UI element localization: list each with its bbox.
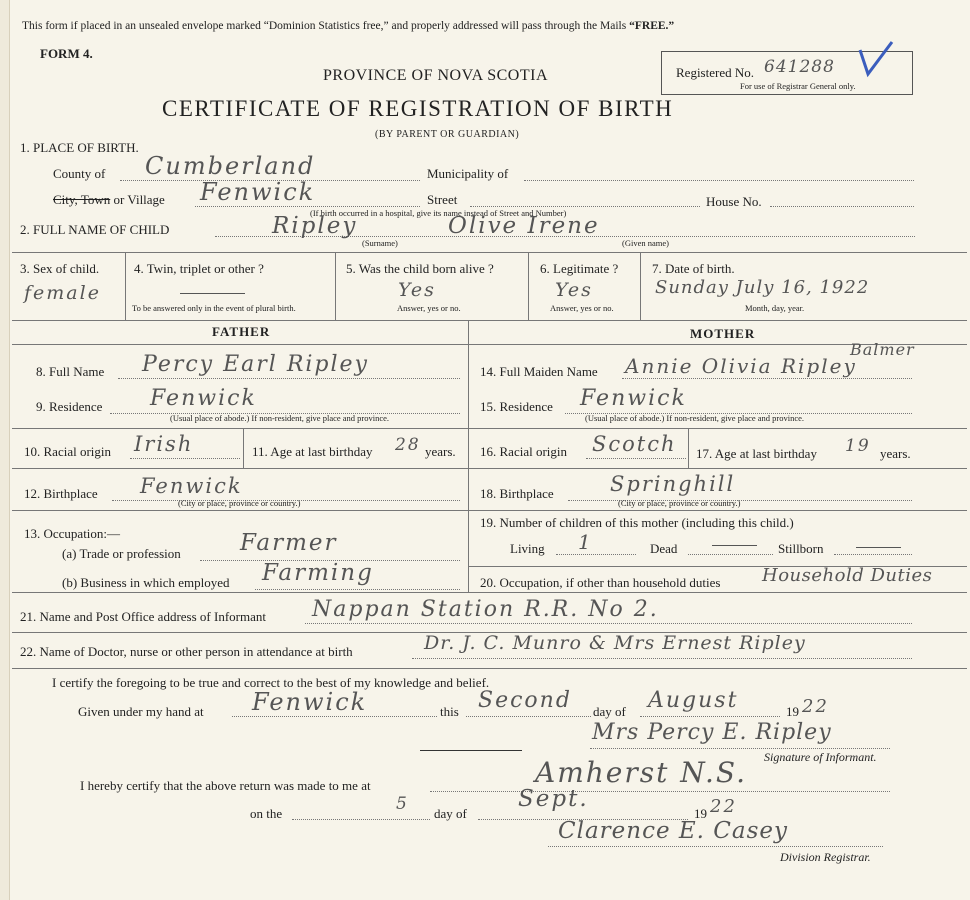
- return-year-prefix: 19: [694, 806, 707, 821]
- date-note: Month, day, year.: [745, 303, 805, 313]
- given-name-value: Olive Irene: [448, 213, 600, 239]
- mother-dead-label: Dead: [650, 541, 678, 556]
- return-place-value: Amherst N.S.: [535, 756, 747, 789]
- year-prefix: 19: [786, 704, 799, 719]
- father-residence-label: 9. Residence: [36, 399, 103, 414]
- mother-years-label: years.: [880, 446, 911, 461]
- attendant-rule: [12, 668, 967, 669]
- given-label: Given under my hand at: [78, 704, 204, 719]
- section-place-of-birth: 1. PLACE OF BIRTH.: [20, 140, 139, 155]
- mother-age-divider: [688, 428, 689, 468]
- twin-note: To be answered only in the event of plural birth.: [132, 303, 296, 313]
- village-line: [195, 206, 420, 207]
- mother-living-line: [556, 554, 636, 555]
- father-age-label: 11. Age at last birthday: [252, 444, 373, 459]
- parent-heading-rule: [12, 344, 967, 345]
- mother-birthplace-label: 18. Birthplace: [480, 486, 554, 501]
- mother-dead-line: [688, 554, 773, 555]
- father-birthplace-note: (City or place, province or country.): [178, 498, 301, 508]
- street-label: Street: [427, 192, 458, 207]
- year-value: 22: [802, 696, 829, 717]
- day-of-label: day of: [593, 704, 626, 719]
- mother-residence-note: (Usual place of abode.) If non-resident, give place and province.: [585, 413, 805, 423]
- father-residence-value: Fenwick: [150, 386, 257, 411]
- return-day-of-label: day of: [434, 806, 467, 821]
- hospital-note: (If birth occurred in a hospital, give its name instead of Street and Number): [310, 208, 567, 218]
- given-caption: (Given name): [622, 238, 669, 248]
- mother-racial-value: Scotch: [592, 432, 677, 456]
- house-label: House No.: [706, 194, 762, 209]
- father-years-label: years.: [425, 444, 456, 459]
- surname-value: Ripley: [272, 213, 358, 239]
- return-day-line: [292, 819, 430, 820]
- mother-dead-dash: [712, 545, 757, 546]
- alive-note: Answer, yes or no.: [397, 303, 461, 313]
- father-racial-value: Irish: [134, 432, 194, 456]
- informant-caption: Signature of Informant.: [764, 750, 877, 764]
- section-child-name: 2. FULL NAME OF CHILD: [20, 222, 170, 237]
- city-town-struck: City, Town: [53, 192, 111, 207]
- on-the-label: on the: [250, 806, 283, 821]
- mail-notice-free: “FREE.”: [629, 20, 675, 32]
- mother-birthplace-value: Springhill: [610, 472, 736, 496]
- father-residence-note: (Usual place of abode.) If non-resident, give place and province.: [170, 413, 390, 423]
- mother-stillborn-label: Stillborn: [778, 541, 824, 556]
- street-line: [470, 206, 700, 207]
- mother-stillborn-dash: [856, 547, 901, 548]
- row3-divider: [335, 252, 336, 320]
- mother-residence-label: 15. Residence: [480, 399, 553, 414]
- given-place-line: [232, 716, 437, 717]
- municipality-label: Municipality of: [427, 166, 509, 181]
- mother-children-label: 19. Number of children of this mother (including this child.): [480, 515, 794, 530]
- city-town-label: [53, 192, 165, 208]
- house-line: [770, 206, 914, 207]
- father-age-value: 28: [395, 435, 421, 455]
- alive-label: 5. Was the child born alive ?: [346, 261, 494, 276]
- mother-age-label: 17. Age at last birthday: [696, 446, 817, 461]
- return-place-line: [430, 791, 890, 792]
- mother-living-label: Living: [510, 541, 545, 556]
- attendant-label: 22. Name of Doctor, nurse or other person in attendance at birth: [20, 644, 353, 659]
- day-value: Second: [478, 688, 572, 713]
- registrar-caption: Division Registrar.: [780, 850, 871, 864]
- father-trade-label: (a) Trade or profession: [62, 546, 181, 561]
- father-heading: FATHER: [212, 324, 271, 339]
- mother-birthplace-rule: [468, 510, 967, 511]
- province-title: PROVINCE OF NOVA SCOTIA: [323, 67, 549, 84]
- father-racial-label: 10. Racial origin: [24, 444, 112, 459]
- legit-value: Yes: [555, 279, 593, 301]
- mother-maiden-label: 14. Full Maiden Name: [480, 364, 598, 379]
- mother-residence-value: Fenwick: [580, 386, 687, 411]
- father-name-value: Percy Earl Ripley: [142, 352, 369, 377]
- father-age-divider: [243, 428, 244, 468]
- attendant-value: Dr. J. C. Munro & Mrs Ernest Ripley: [424, 632, 806, 654]
- mother-age-value: 19: [845, 436, 871, 456]
- racial-rule: [12, 468, 967, 469]
- father-name-line: [118, 378, 460, 379]
- father-birthplace-value: Fenwick: [140, 474, 243, 498]
- father-occupation-label: 13. Occupation:—: [24, 526, 121, 541]
- separator-rule: [420, 750, 522, 751]
- sex-label: 3. Sex of child.: [20, 261, 100, 276]
- residence-rule: [12, 428, 967, 429]
- informant-signature-line: [590, 748, 890, 749]
- twin-dash: [180, 293, 245, 294]
- legit-note: Answer, yes or no.: [550, 303, 614, 313]
- sex-value: female: [24, 282, 101, 304]
- mother-living-value: 1: [578, 530, 593, 554]
- father-racial-line: [130, 458, 240, 459]
- surname-caption: (Surname): [362, 238, 398, 248]
- birthplace-rule: [12, 510, 468, 511]
- mother-birthplace-note: (City or place, province or country.): [618, 498, 741, 508]
- informant-line: [305, 623, 912, 624]
- mother-maiden-value: Annie Olivia Ripley: [625, 354, 857, 378]
- father-name-label: 8. Full Name: [36, 364, 105, 379]
- mother-racial-line: [586, 458, 686, 459]
- month-line: [640, 716, 780, 717]
- day-line: [466, 716, 591, 717]
- registrar-signature: Clarence E. Casey: [558, 818, 789, 844]
- page-subtitle: (BY PARENT OR GUARDIAN): [375, 129, 520, 140]
- registrar-use-note: For use of Registrar General only.: [740, 81, 856, 91]
- registered-number: 641288: [764, 57, 835, 77]
- given-place-value: Fenwick: [252, 688, 368, 716]
- row3-bottom-rule: [12, 320, 967, 321]
- mother-stillborn-line: [834, 554, 912, 555]
- county-value: Cumberland: [145, 152, 316, 180]
- mother-maiden-correction: Balmer: [850, 340, 915, 359]
- date-value: Sunday July 16, 1922: [655, 277, 870, 298]
- father-trade-value: Farmer: [240, 530, 338, 556]
- date-label: 7. Date of birth.: [652, 261, 735, 276]
- mother-occupation-label: 20. Occupation, if other than household duties: [480, 575, 721, 590]
- registered-label: Registered No.: [676, 65, 754, 80]
- mother-racial-label: 16. Racial origin: [480, 444, 568, 459]
- mail-notice-text: This form if placed in an unsealed envelope marked “Dominion Statistics free,” and properly addressed will pass through the Mails: [22, 20, 627, 32]
- row3-divider: [528, 252, 529, 320]
- registrar-signature-line: [548, 846, 883, 847]
- county-label: County of: [53, 166, 106, 181]
- father-birthplace-label: 12. Birthplace: [24, 486, 98, 501]
- mother-maiden-line: [622, 378, 912, 379]
- page-title: CERTIFICATE OF REGISTRATION OF BIRTH: [162, 96, 674, 121]
- page-edge: [0, 0, 10, 900]
- village-label: or Village: [113, 192, 165, 207]
- village-value: Fenwick: [200, 178, 316, 206]
- row3-divider: [125, 252, 126, 320]
- row3-divider: [640, 252, 641, 320]
- mail-notice: [22, 20, 674, 32]
- father-business-value: Farming: [262, 560, 374, 586]
- return-day-value: 5: [396, 794, 409, 814]
- checkmark-icon: [856, 40, 896, 80]
- parent-bottom-rule: [12, 592, 967, 593]
- mother-occupation-value: Household Duties: [762, 565, 933, 586]
- informant-label: 21. Name and Post Office address of Informant: [20, 609, 266, 624]
- informant-value: Nappan Station R.R. No 2.: [312, 597, 659, 622]
- attendant-line: [412, 658, 912, 659]
- informant-signature: Mrs Percy E. Ripley: [592, 720, 832, 745]
- return-month-value: Sept.: [518, 786, 589, 812]
- twin-label: 4. Twin, triplet or other ?: [134, 261, 264, 276]
- month-value: August: [648, 688, 739, 713]
- father-business-label: (b) Business in which employed: [62, 575, 230, 590]
- father-business-line: [255, 589, 460, 590]
- return-year-value: 22: [710, 796, 737, 817]
- row3-top-rule: [12, 252, 967, 253]
- form-number: FORM 4.: [40, 46, 93, 61]
- mother-heading: MOTHER: [690, 326, 756, 341]
- municipality-line: [524, 180, 914, 181]
- alive-value: Yes: [398, 279, 436, 301]
- certify-text: I certify the foregoing to be true and correct to the best of my knowledge and belief.: [52, 675, 490, 690]
- this-label: this: [440, 704, 459, 719]
- return-text: I hereby certify that the above return was made to me at: [80, 778, 371, 793]
- parent-divider: [468, 320, 469, 592]
- legit-label: 6. Legitimate ?: [540, 261, 619, 276]
